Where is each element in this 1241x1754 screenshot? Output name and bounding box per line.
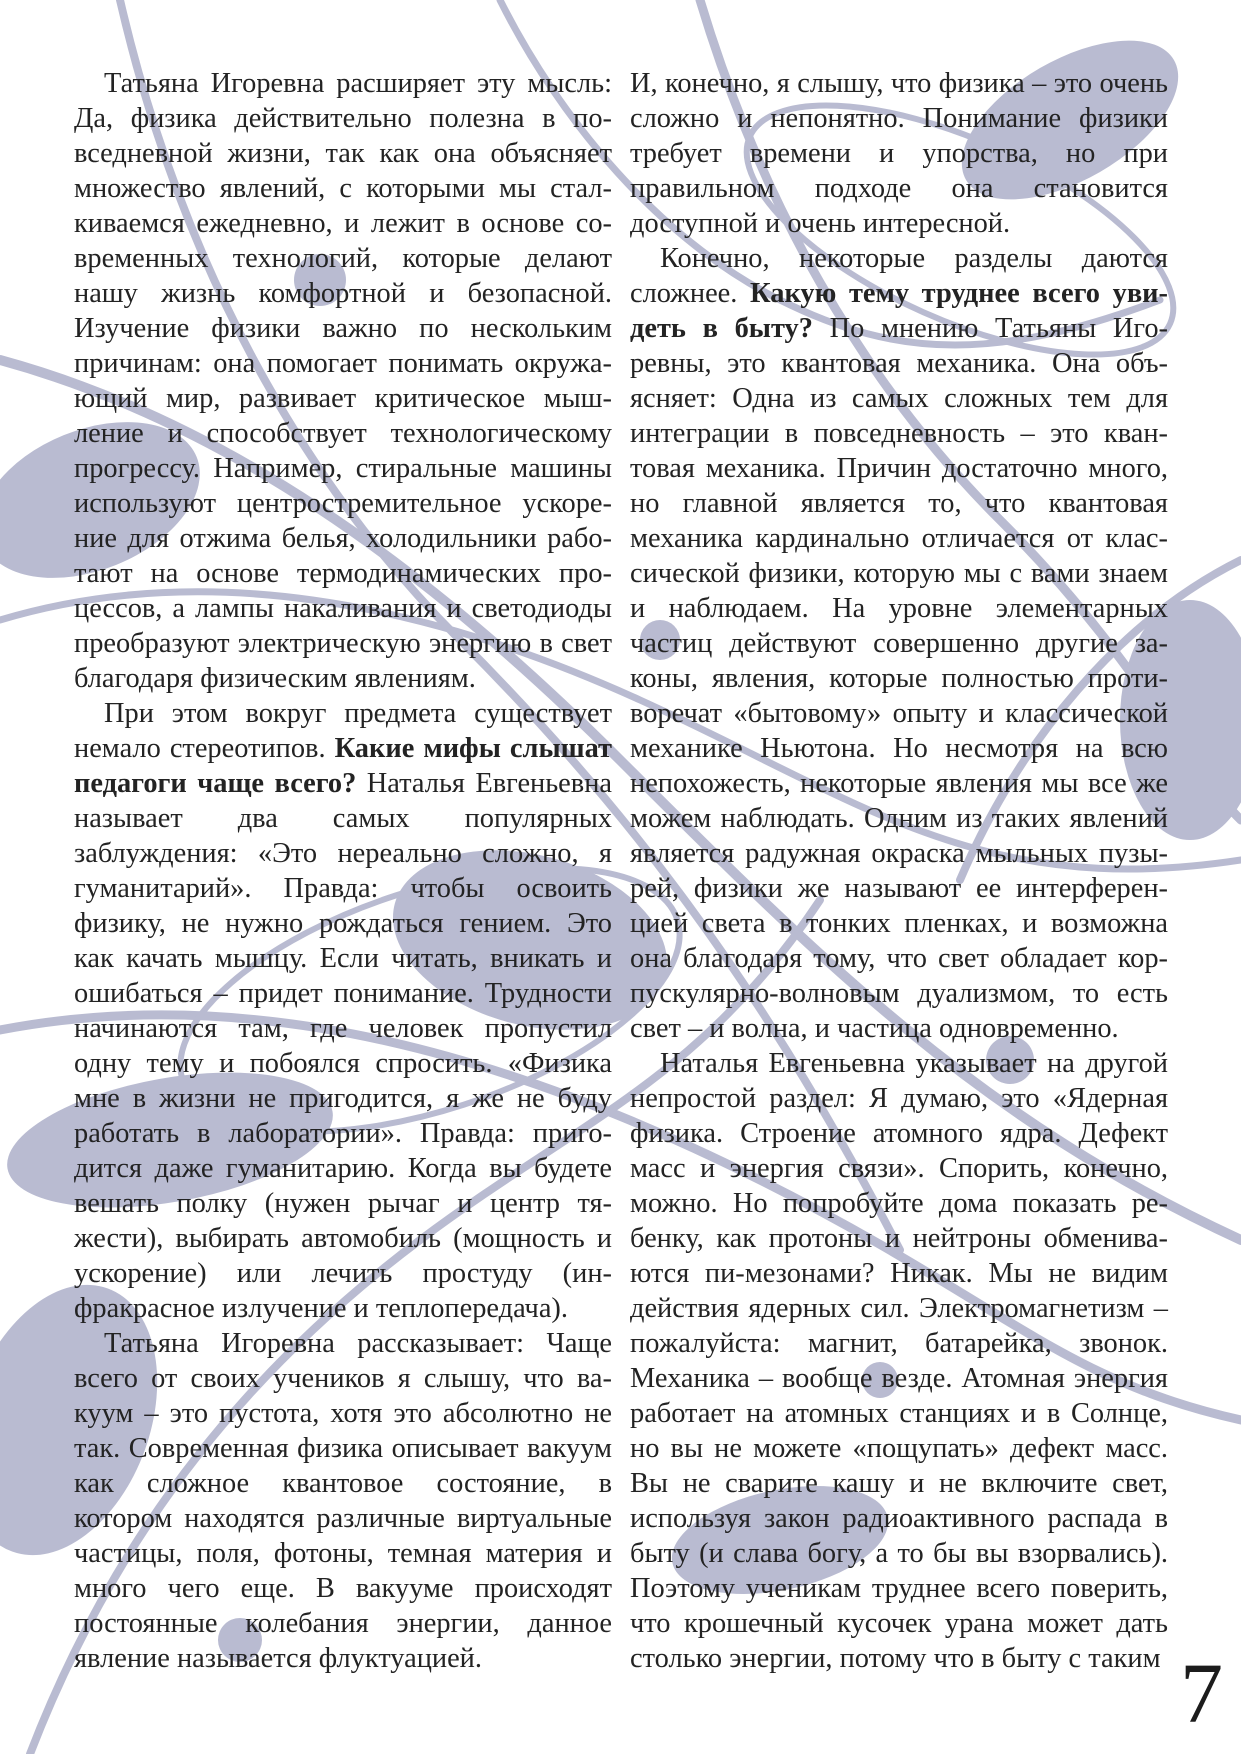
left-text-column [74,66,612,1676]
paragraph: Татьяна Игоревна рассказывает: Чаще всего от своих учеников я слышу, что вакуум – это пустота, хотя это абсолютно не так. Современная физика описывает вакуум как сложное квантовое состояние, в котором находятся различные виртуальные частицы, поля, фотоны, темная материя и много чего еще. В вакууме происходят постоянные колебания энергии, данное явление называется флуктуацией. [74,1328,612,1674]
paragraph: При этом вокруг предмета существует немало стереотипов. Какие мифы слышат педагоги чаще всего? Наталья Евгеньевна называет два самых популярных заблуждения: «Это нереально сложно, я гуманитарий». Правда: чтобы освоить физику, не нужно рождаться гением. Это как качать мышцу. Если читать, вникать и ошибаться – придет понимание. Трудности начинаются там, где человек пропустил одну тему и побоялся спросить. «Физика мне в жизни не пригодится, я же не буду работать в лаборатории». Правда: пригодится даже гуманитарию. Когда вы будете вешать полку (нужен рычаг и центр тяжести), выбирать автомобиль (мощность и ускорение) или лечить простуду (инфракрасное излучение и теплопередача). [74,698,612,1324]
right-text-column [630,66,1168,1676]
bold-question: Какую тему труднее всего увидеть в быту? [630,278,1168,344]
bold-question: Какие мифы слышат педагоги чаще всего? [74,733,612,799]
paragraph: Конечно, некоторые разделы даются сложнее. Какую тему труднее всего увидеть в быту? По мнению Татьяны Игоревны, это квантовая механика. Она объясняет: Одна из самых сложных тем для интеграции в повседневность – это квантовая механика. Причин достаточно много, но главной является то, что квантовая механика кардинально отличается от классической физики, которую мы с вами знаем и наблюдаем. На уровне элементарных частиц действуют совершенно другие законы, явления, которые полностью противоречат «бытовому» опыту и классической механике Ньютона. Но несмотря на всю непохожесть, некоторые явления мы все же можем наблюдать. Одним из таких явлений является радужная окраска мыльных пузырей, физики же называют ее интерференцией света в тонких пленках, и возможна она благодаря тому, что свет обладает корпускулярно-волновым дуализмом, то есть свет – и волна, и частица одновременно. [630,243,1168,1044]
page-number: 7 [1180,1645,1223,1741]
paragraph: Татьяна Игоревна расширяет эту мысль: Да, физика действительно полезна в повседневной жизни, так как она объясняет множество явлений, с которыми мы сталкиваемся ежедневно, и лежит в основе современных технологий, которые делают нашу жизнь комфортной и безопасной. Изучение физики важно по нескольким причинам: она помогает понимать окружающий мир, развивает критическое мышление и способствует технологическому прогрессу. Например, стиральные машины используют центростремительное ускорение для отжима белья, холодильники работают на основе термодинамических процессов, а лампы накаливания и светодиоды преобразуют электрическую энергию в свет благодаря физическим явлениям. [74,68,612,694]
paragraph-continuation: И, конечно, я слышу, что физика – это очень сложно и непонятно. Понимание физики требует времени и упорства, но при правильном подходе она становится доступной и очень интересной. [630,68,1168,239]
paragraph: Наталья Евгеньевна указывает на другой непростой раздел: Я думаю, это «Ядерная физика. Строение атомного ядра. Дефект масс и энергия связи». Спорить, конечно, можно. Но попробуйте дома показать ребенку, как протоны и нейтроны обмениваются пи-мезонами? Никак. Мы не видим действия ядерных сил. Электромагнетизм – пожалуйста: магнит, батарейка, звонок. Механика – вообще везде. Атомная энергия работает на атомных станциях и в Солнце, но вы не можете «пощупать» дефект масс. Вы не сварите кашу и не включите свет, используя закон радиоактивного распада в быту (и слава богу, а то бы вы взорвались). Поэтому ученикам труднее всего поверить, что крошечный кусочек урана может дать столько энергии, потому что в быту с таким [630,1048,1168,1674]
